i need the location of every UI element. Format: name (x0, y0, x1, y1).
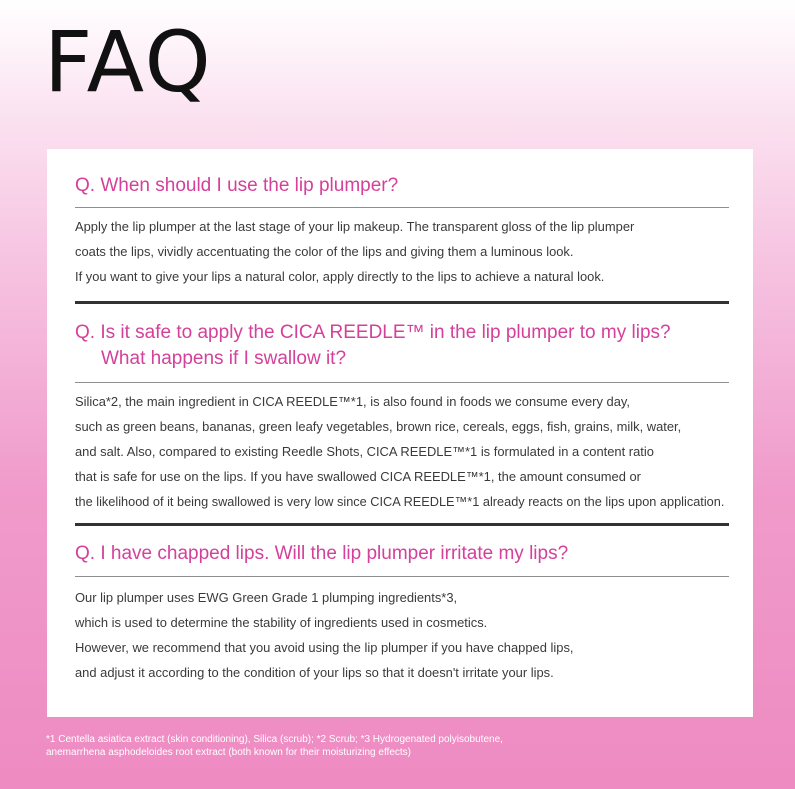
faq-answer (75, 383, 729, 514)
footnote-line: *1 Centella asiatica extract (skin conditioning), Silica (scrub); *2 Scrub; *3 Hydrogenated polyisobutene, (46, 734, 503, 745)
faq-question (75, 320, 729, 372)
faq-answer-line: such as green beans, bananas, green leafy vegetables, brown rice, cereals, eggs, fish, grains, milk, water, (75, 419, 682, 434)
faq-question-line: Q. Is it safe to apply the CICA REEDLE™ in the lip plumper to my lips? (75, 322, 671, 343)
faq-answer-line: the likelihood of it being swallowed is very low since CICA REEDLE™*1 already reacts on the lips upon application. (75, 494, 725, 509)
faq-answer-line: coats the lips, vividly accentuating the color of the lips and giving them a luminous look. (75, 244, 574, 259)
faq-question-line: What happens if I swallow it? (101, 348, 347, 369)
footnote-line: anemarrhena asphodeloides root extract (both known for their moisturizing effects) (46, 747, 412, 758)
faq-item (75, 304, 729, 514)
faq-answer-line: and salt. Also, compared to existing Reedle Shots, CICA REEDLE™*1 is formulated in a content ratio (75, 444, 654, 459)
faq-card (47, 149, 753, 717)
faq-answer-line: If you want to give your lips a natural color, apply directly to the lips to achieve a natural look. (75, 269, 605, 284)
faq-answer-line: and adjust it according to the condition of your lips so that it doesn't irritate your lips. (75, 665, 554, 680)
faq-answer-line: which is used to determine the stability of ingredients used in cosmetics. (75, 615, 488, 630)
faq-item (75, 149, 729, 289)
faq-answer (75, 208, 729, 289)
faq-question (75, 173, 729, 199)
faq-answer-line: Silica*2, the main ingredient in CICA REEDLE™*1, is also found in foods we consume every day, (75, 394, 630, 409)
page-title: FAQ (44, 13, 213, 111)
faq-answer-line: However, we recommend that you avoid using the lip plumper if you have chapped lips, (75, 640, 574, 655)
faq-answer-line: Apply the lip plumper at the last stage of your lip makeup. The transparent gloss of the lip plumper (75, 219, 635, 234)
faq-question (75, 541, 729, 567)
faq-question-line: Q. When should I use the lip plumper? (75, 175, 399, 196)
faq-answer-line: Our lip plumper uses EWG Green Grade 1 plumping ingredients*3, (75, 590, 458, 605)
faq-answer (75, 577, 729, 685)
footnote (46, 733, 766, 759)
faq-question-line: Q. I have chapped lips. Will the lip plumper irritate my lips? (75, 543, 569, 564)
faq-answer-line: that is safe for use on the lips. If you have swallowed CICA REEDLE™*1, the amount consumed or (75, 469, 641, 484)
faq-item (75, 526, 729, 685)
